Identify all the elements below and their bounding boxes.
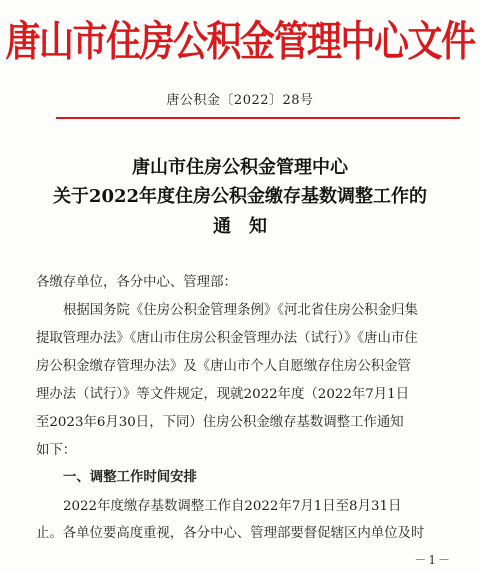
paragraph-1-line-1: 根据国务院《住房公积金管理条例》《河北省住房公积金归集	[63, 303, 418, 318]
document-number: 唐公积金〔2022〕28号	[166, 93, 314, 108]
salutation: 各缴存单位，各分中心、管理部：	[36, 275, 237, 290]
paragraph-1-line-6: 如下：	[36, 443, 77, 458]
red-separator-line	[56, 117, 460, 119]
notice-title-line-3: 通知	[213, 216, 285, 237]
paragraph-2-line-1: 2022年度缴存基数调整工作自2022年7月1日至8月31日	[63, 499, 402, 514]
paragraph-1-line-3: 房公积金缴存管理办法》及《唐山市个人自愿缴存住房公积金管	[36, 359, 411, 374]
masthead-title: 唐山市住房公积金管理中心文件	[5, 17, 475, 67]
paragraph-2-line-2: 止。各单位要高度重视，各分中心、管理部要督促辖区内单位及时	[36, 526, 425, 541]
notice-title-line-1: 唐山市住房公积金管理中心	[132, 157, 348, 178]
section-1-heading: 一、调整工作时间安排	[63, 470, 197, 485]
page-number: －1－	[414, 553, 452, 567]
paragraph-1-line-5: 至2023年6月30日，下同）住房公积金缴存基数调整工作通知	[36, 415, 404, 430]
paragraph-1-line-4: 理办法（试行）》等文件规定，现就2022年度（2022年7月1日	[36, 387, 410, 402]
notice-title-line-2: 关于2022年度住房公积金缴存基数调整工作的	[52, 186, 428, 207]
paragraph-1-line-2: 提取管理办法》《唐山市住房公积金管理办法（试行）》《唐山市住	[36, 331, 418, 346]
